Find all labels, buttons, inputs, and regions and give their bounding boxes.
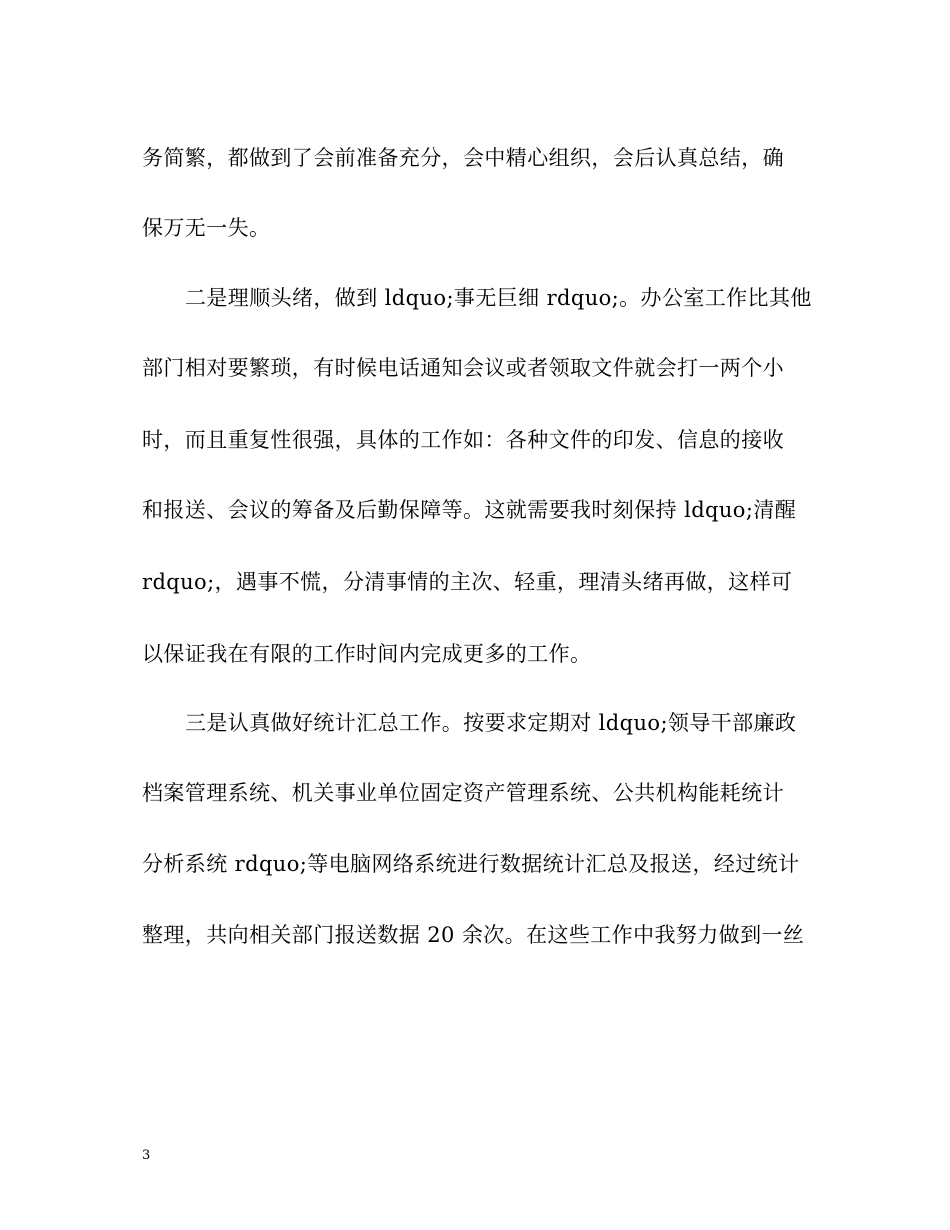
paragraph-line: 整理，共向相关部门报送数据 20 余次。在这些工作中我努力做到一丝 xyxy=(142,923,805,947)
paragraph-line: 保万无一失。 xyxy=(142,216,271,240)
paragraph-line: 二是理顺头绪，做到 ldquo;事无巨细 rdquo;。办公室工作比其他 xyxy=(185,286,812,310)
paragraph-line: 部门相对要繁琐，有时候电话通知会议或者领取文件就会打一两个小 xyxy=(142,356,784,380)
paragraph-line: 以保证我在有限的工作时间内完成更多的工作。 xyxy=(142,642,592,666)
paragraph-line: 务简繁，都做到了会前准备充分，会中精心组织，会后认真总结，确 xyxy=(142,146,784,170)
paragraph-line: 和报送、会议的筹备及后勤保障等。这就需要我时刻保持 ldquo;清醒 xyxy=(142,498,797,522)
paragraph-line: 档案管理系统、机关事业单位固定资产管理系统、公共机构能耗统计 xyxy=(142,781,784,805)
paragraph-line: 分析系统 rdquo;等电脑网络系统进行数据统计汇总及报送，经过统计 xyxy=(142,852,800,876)
page-number: 3 xyxy=(142,1148,151,1163)
paragraph-line: 三是认真做好统计汇总工作。按要求定期对 ldquo;领导干部廉政 xyxy=(185,711,797,735)
paragraph-line: rdquo;，遇事不慌，分清事情的主次、轻重，理清头绪再做，这样可 xyxy=(142,570,793,594)
paragraph-line: 时，而且重复性很强，具体的工作如：各种文件的印发、信息的接收 xyxy=(142,428,784,452)
